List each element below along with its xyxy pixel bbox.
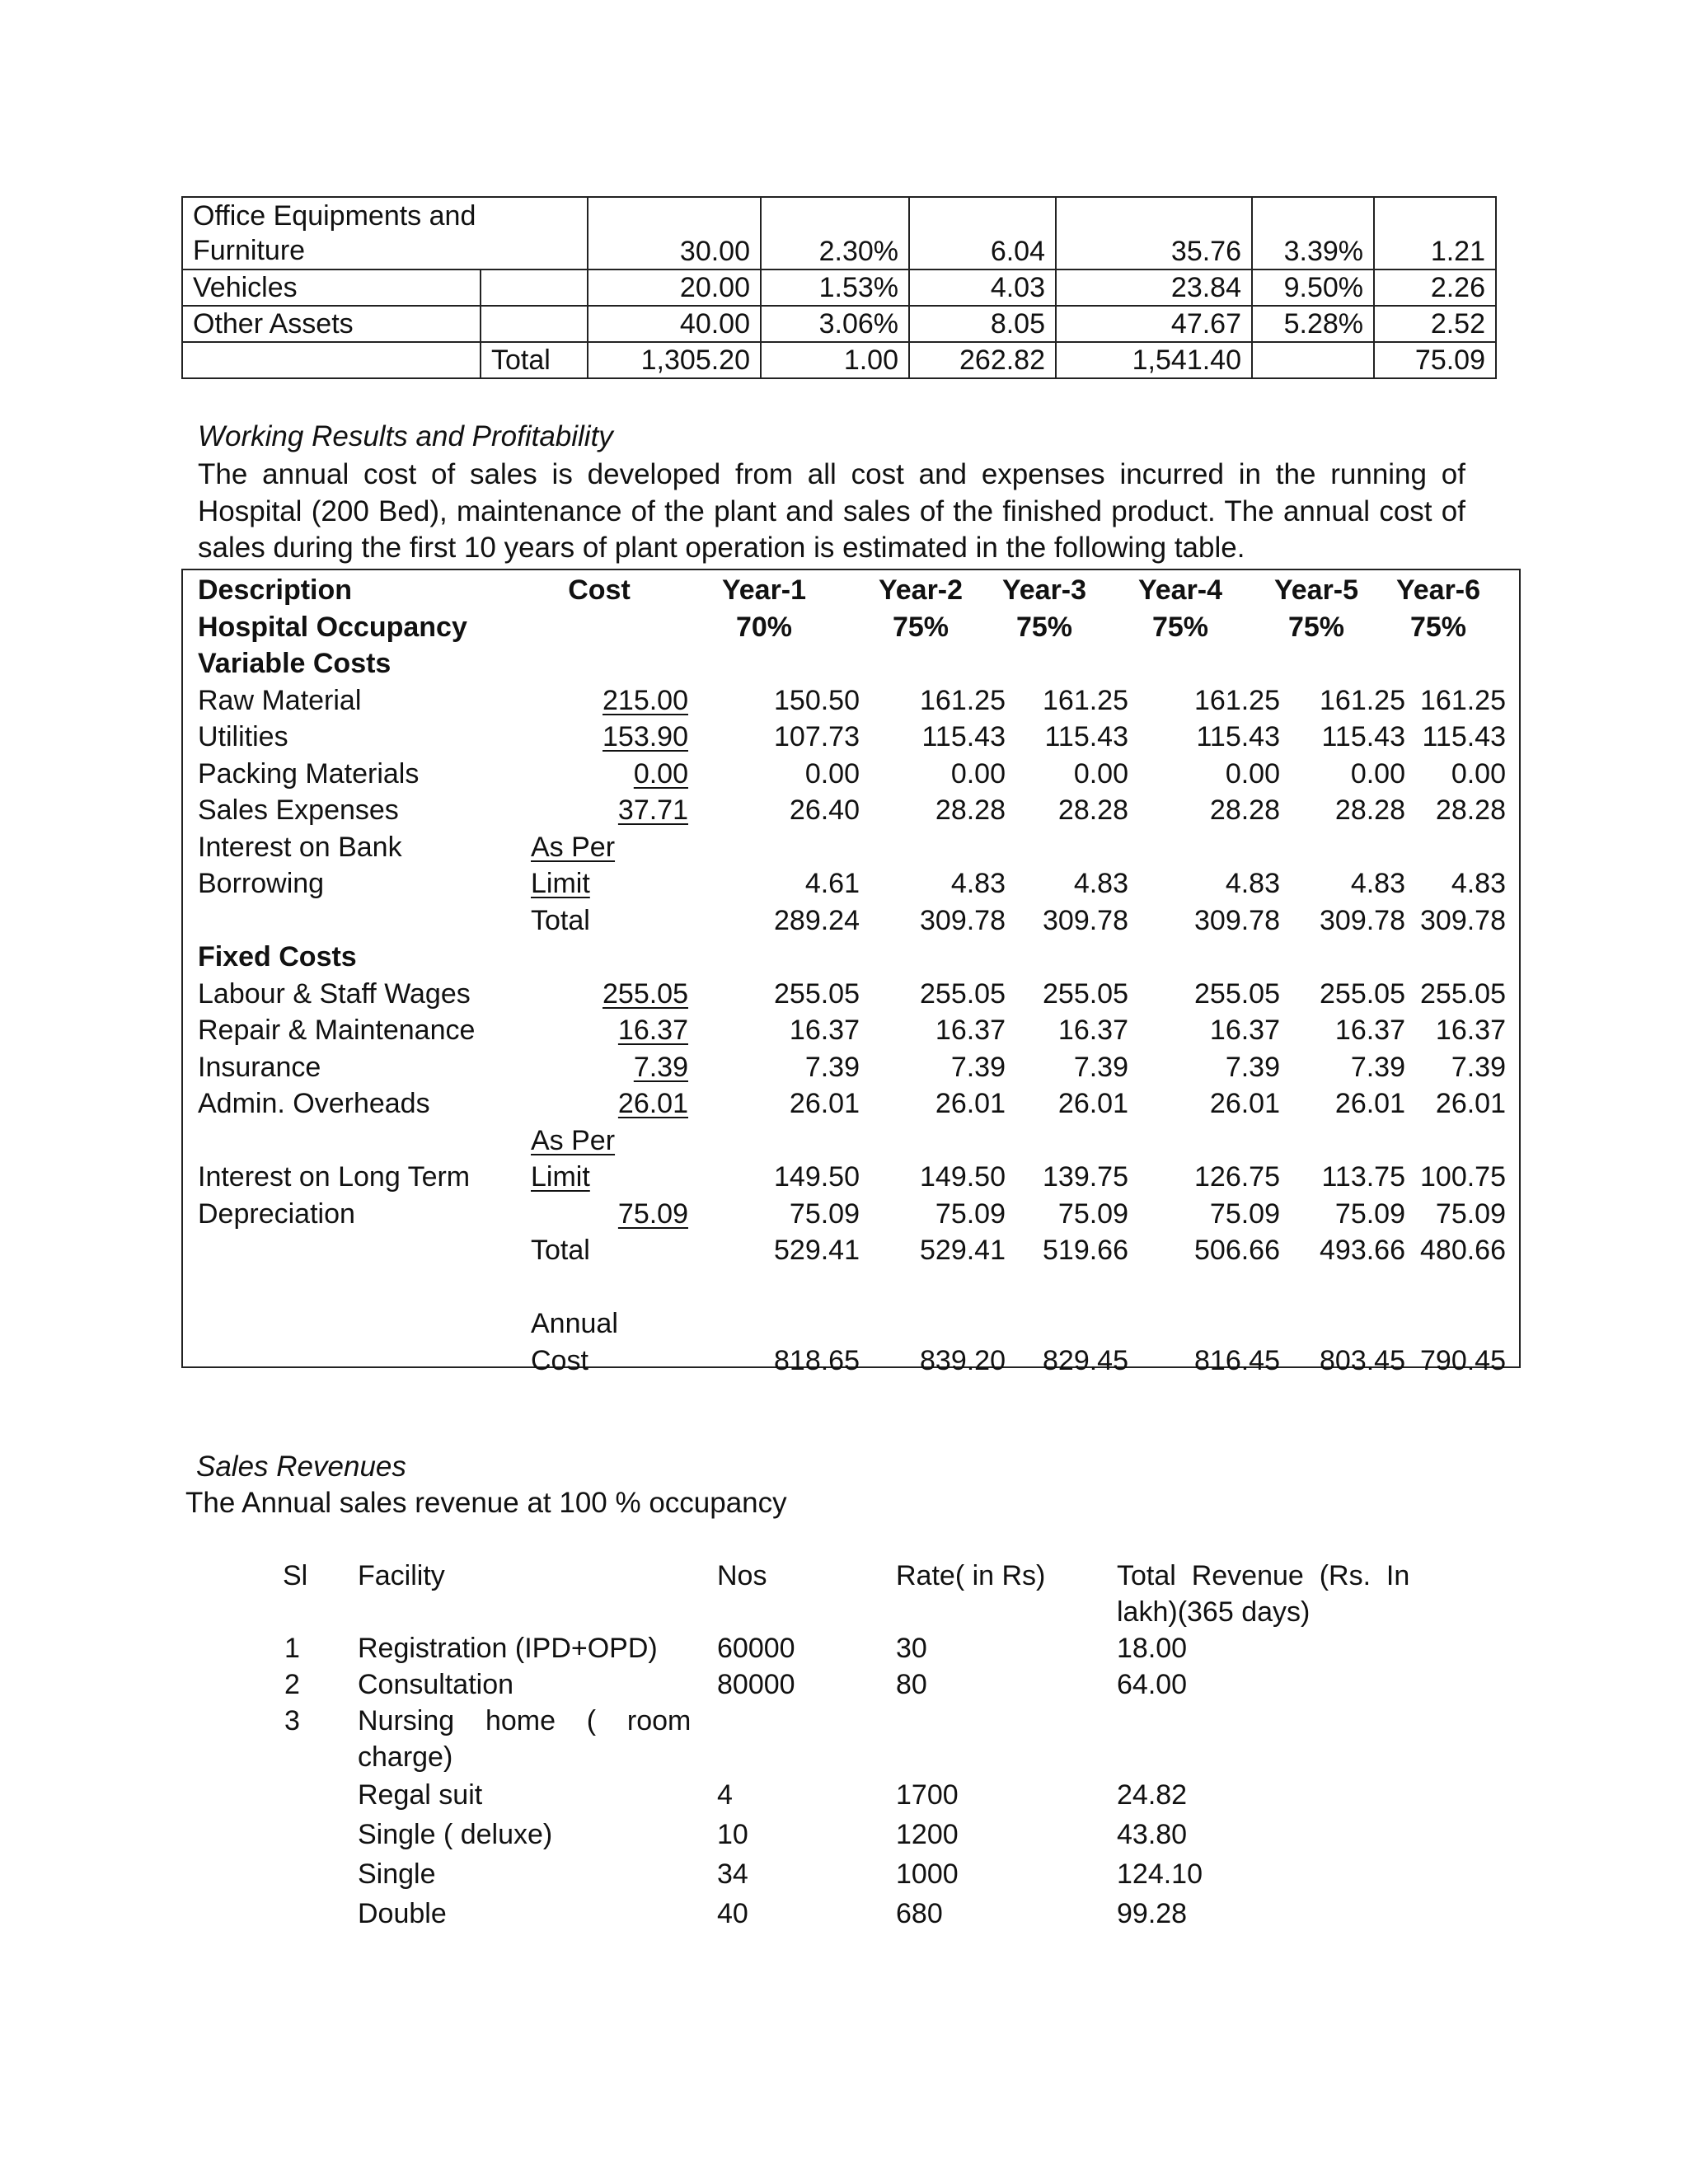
variable-costs-heading: Variable Costs: [198, 648, 392, 679]
year-value: 161.25: [1194, 684, 1280, 716]
year-value: 480.66: [1420, 1235, 1506, 1266]
year-value: 26.01: [935, 1088, 1006, 1119]
asset-cost: 40.00: [588, 306, 761, 342]
asset-rate: 2.30%: [761, 197, 909, 269]
row-cost: 37.71: [617, 794, 688, 826]
year-value: 115.43: [1321, 721, 1405, 752]
row-nos: 40: [717, 1898, 748, 1929]
row-rate: 30: [896, 1633, 927, 1664]
year-value: 7.39: [1225, 1051, 1280, 1083]
asset-cost: 1,305.20: [588, 342, 761, 378]
header-total-revenue: lakh)(365 days): [1117, 1596, 1311, 1628]
asset-label: [182, 342, 481, 378]
row-total: 99.28: [1117, 1898, 1188, 1929]
row-facility: Nursing home ( room: [358, 1705, 692, 1736]
year-value: 16.37: [1435, 1015, 1506, 1046]
asset-depreciation-table: [181, 196, 1497, 379]
header-year1: Year-1: [721, 574, 807, 606]
row-label: Admin. Overheads: [198, 1088, 430, 1119]
year-value: 493.66: [1320, 1235, 1405, 1266]
row-total: 18.00: [1117, 1633, 1188, 1664]
row-facility: Double: [358, 1898, 447, 1929]
row-rate: 1700: [896, 1779, 959, 1811]
table-row: [183, 1049, 1519, 1086]
asset-value: 35.76: [1056, 197, 1252, 269]
asset-dep2: 75.09: [1374, 342, 1496, 378]
asset-rate: 1.53%: [761, 269, 909, 306]
row-cost: 255.05: [603, 977, 688, 1010]
row-label: Insurance: [198, 1051, 321, 1083]
year-value: 4.61: [804, 868, 860, 899]
year-value: 0.00: [804, 757, 860, 790]
occupancy-value: 75%: [1409, 611, 1467, 643]
year-value: 7.39: [804, 1051, 860, 1083]
year-value: 255.05: [920, 977, 1006, 1010]
occupancy-row: [183, 609, 1519, 646]
row-cost: 26.01: [617, 1088, 688, 1119]
year-value: 309.78: [920, 904, 1006, 936]
year-value: 309.78: [1043, 904, 1128, 936]
row-cost: 215.00: [603, 684, 688, 716]
row-label: Utilities: [198, 721, 288, 752]
year-value: 115.43: [1044, 721, 1128, 752]
total-label: Total: [531, 904, 590, 936]
asset-rate2: 9.50%: [1252, 269, 1374, 306]
year-value: 839.20: [920, 1344, 1006, 1376]
year-value: 28.28: [1334, 794, 1405, 826]
asset-rate2: 5.28%: [1252, 306, 1374, 342]
fixed-total-row: [183, 1232, 1519, 1269]
cost-of-sales-table: [181, 569, 1521, 1376]
year-value: 16.37: [1057, 1015, 1128, 1046]
year-value: 309.78: [1420, 904, 1506, 936]
row-cost-note: As Per: [531, 831, 616, 863]
asset-rate: 1.00: [761, 342, 909, 378]
row-cost: 153.90: [603, 721, 688, 752]
year-value: 289.24: [774, 904, 860, 936]
year-value: 28.28: [1209, 794, 1280, 826]
occupancy-value: 70%: [735, 611, 793, 643]
row-total: 24.82: [1117, 1779, 1188, 1811]
year-value: 0.00: [1350, 757, 1405, 790]
table-row: [182, 306, 1496, 342]
year-value: 75.09: [1334, 1197, 1405, 1230]
year-value: 28.28: [935, 794, 1006, 826]
row-cost: 16.37: [617, 1015, 688, 1046]
year-value: 115.43: [921, 721, 1006, 752]
annual-cost-label: Annual: [531, 1308, 618, 1339]
year-value: 7.39: [950, 1051, 1006, 1083]
row-nos: 10: [717, 1819, 748, 1850]
table-row: [183, 1122, 1519, 1160]
table-row: [183, 829, 1519, 866]
year-value: 161.25: [1043, 684, 1128, 716]
year-value: 829.45: [1043, 1344, 1128, 1376]
year-value: 0.00: [1225, 757, 1280, 790]
row-cost-note: Limit: [531, 868, 590, 899]
row-rate: 1200: [896, 1819, 959, 1850]
row-facility: Registration (IPD+OPD): [358, 1633, 658, 1664]
asset-sub: [481, 306, 588, 342]
asset-dep2: 2.52: [1374, 306, 1496, 342]
year-value: 75.09: [1057, 1197, 1128, 1230]
year-value: 149.50: [774, 1161, 860, 1193]
annual-cost-row: [183, 1343, 1519, 1380]
table-row: [183, 1012, 1519, 1049]
year-value: 26.01: [1209, 1088, 1280, 1119]
year-value: 519.66: [1043, 1235, 1128, 1266]
occupancy-value: 75%: [1151, 611, 1209, 643]
header-facility: Facility: [358, 1560, 445, 1591]
header-total-revenue: Total Revenue (Rs. In: [1117, 1560, 1410, 1591]
year-value: 4.83: [1451, 868, 1506, 899]
table-row: [183, 1159, 1519, 1196]
fixed-costs-heading: Fixed Costs: [198, 941, 357, 972]
header-year2: Year-2: [878, 574, 964, 606]
total-label: Total: [531, 1235, 590, 1266]
table-row: [183, 792, 1519, 829]
year-value: 4.83: [1350, 868, 1405, 899]
row-label: Labour & Staff Wages: [198, 977, 471, 1010]
table-row: [183, 976, 1519, 1013]
year-value: 139.75: [1043, 1161, 1128, 1193]
year-value: 28.28: [1057, 794, 1128, 826]
year-value: 16.37: [1334, 1015, 1405, 1046]
row-nos: 80000: [717, 1669, 795, 1700]
row-label: Borrowing: [198, 868, 325, 899]
table-row: [182, 269, 1496, 306]
variable-costs-heading-row: [183, 645, 1519, 682]
asset-total-label: Total: [481, 342, 588, 378]
row-sl: 1: [284, 1633, 300, 1664]
row-cost: 0.00: [633, 757, 688, 790]
row-facility: Regal suit: [358, 1779, 483, 1811]
year-value: 255.05: [1043, 977, 1128, 1010]
asset-cost: 30.00: [588, 197, 761, 269]
table-row: [183, 1085, 1519, 1122]
table-row: [183, 756, 1519, 793]
year-value: 16.37: [789, 1015, 860, 1046]
row-cost-note: Limit: [531, 1161, 590, 1193]
year-value: 255.05: [1420, 977, 1506, 1010]
year-value: 100.75: [1420, 1161, 1506, 1193]
row-sl: 3: [284, 1705, 300, 1736]
sales-revenues-subheading: The Annual sales revenue at 100 % occupancy: [185, 1487, 787, 1519]
row-facility: Single: [358, 1858, 436, 1890]
row-facility: charge): [358, 1741, 453, 1773]
year-value: 16.37: [1209, 1015, 1280, 1046]
row-label: Interest on Bank: [198, 831, 402, 863]
asset-rate2: [1252, 342, 1374, 378]
asset-value: 23.84: [1056, 269, 1252, 306]
asset-rate: 3.06%: [761, 306, 909, 342]
table-row: [183, 865, 1519, 902]
asset-label: Office Equipments and Furniture: [182, 197, 588, 269]
year-value: 26.01: [1057, 1088, 1128, 1119]
row-rate: 1000: [896, 1858, 959, 1890]
row-label: Repair & Maintenance: [198, 1015, 476, 1046]
asset-cost: 20.00: [588, 269, 761, 306]
table-row: [182, 197, 1496, 269]
year-value: 309.78: [1194, 904, 1280, 936]
asset-value: 47.67: [1056, 306, 1252, 342]
table-row: [182, 342, 1496, 378]
year-value: 803.45: [1320, 1344, 1405, 1376]
year-value: 26.01: [1334, 1088, 1405, 1119]
row-label: Depreciation: [198, 1197, 355, 1230]
year-value: 126.75: [1194, 1161, 1280, 1193]
year-value: 75.09: [1209, 1197, 1280, 1230]
year-value: 4.83: [1073, 868, 1128, 899]
asset-label: Vehicles: [182, 269, 481, 306]
asset-dep: 6.04: [909, 197, 1056, 269]
table-row: [183, 1196, 1519, 1233]
table-row: [183, 719, 1519, 756]
year-value: 16.37: [935, 1015, 1006, 1046]
year-value: 161.25: [1320, 684, 1405, 716]
asset-rate2: 3.39%: [1252, 197, 1374, 269]
row-rate: 80: [896, 1669, 927, 1700]
working-results-paragraph: The annual cost of sales is developed from all cost and expenses incurred in the running of Hospital (200 Bed), maintenance of the plant and sales of the finished product. The annual cost of sales during the first 10 years of plant operation is estimated in the following table.: [198, 458, 1465, 564]
year-value: 309.78: [1320, 904, 1405, 936]
working-results-heading: Working Results and Profitability: [198, 420, 613, 452]
year-value: 7.39: [1350, 1051, 1405, 1083]
row-facility: Consultation: [358, 1669, 514, 1700]
occupancy-value: 75%: [892, 611, 950, 643]
year-value: 4.83: [1225, 868, 1280, 899]
year-value: 113.75: [1321, 1161, 1405, 1193]
header-nos: Nos: [717, 1560, 767, 1591]
year-value: 529.41: [774, 1235, 860, 1266]
variable-total-row: [183, 902, 1519, 940]
year-value: 75.09: [935, 1197, 1006, 1230]
row-cost: 75.09: [617, 1197, 688, 1230]
year-value: 7.39: [1451, 1051, 1506, 1083]
year-value: 161.25: [1420, 684, 1506, 716]
occupancy-value: 75%: [1015, 611, 1073, 643]
year-value: 150.50: [774, 684, 860, 716]
header-cost: Cost: [568, 574, 631, 606]
header-sl: Sl: [283, 1560, 308, 1591]
row-nos: 4: [717, 1779, 733, 1811]
year-value: 26.01: [789, 1088, 860, 1119]
row-rate: 680: [896, 1898, 943, 1929]
row-sl: 2: [284, 1669, 300, 1700]
asset-sub: [481, 269, 588, 306]
header-year5: Year-5: [1273, 574, 1359, 606]
year-value: 115.43: [1422, 721, 1506, 752]
year-value: 75.09: [1435, 1197, 1506, 1230]
header-description: Description: [198, 574, 353, 606]
row-label: Interest on Long Term: [198, 1161, 471, 1193]
row-facility: Single ( deluxe): [358, 1819, 553, 1850]
row-label: Raw Material: [198, 684, 362, 716]
year-value: 7.39: [1073, 1051, 1128, 1083]
row-label: Sales Expenses: [198, 794, 399, 826]
sales-revenues-heading: Sales Revenues: [196, 1451, 406, 1483]
header-year4: Year-4: [1137, 574, 1223, 606]
row-total: 124.10: [1117, 1858, 1203, 1890]
header-rate: Rate( in Rs): [896, 1560, 1046, 1591]
table-row: [183, 682, 1519, 719]
year-value: 255.05: [1194, 977, 1280, 1010]
asset-dep2: 2.26: [1374, 269, 1496, 306]
year-value: 816.45: [1194, 1344, 1280, 1376]
asset-dep: 4.03: [909, 269, 1056, 306]
year-value: 529.41: [920, 1235, 1006, 1266]
year-value: 26.01: [1435, 1088, 1506, 1119]
asset-dep: 262.82: [909, 342, 1056, 378]
row-total: 64.00: [1117, 1669, 1188, 1700]
year-value: 28.28: [1435, 794, 1506, 826]
header-year6: Year-6: [1395, 574, 1481, 606]
year-value: 255.05: [774, 977, 860, 1010]
row-label: Packing Materials: [198, 757, 420, 790]
year-value: 790.45: [1420, 1344, 1506, 1376]
row-cost: 7.39: [633, 1051, 688, 1083]
year-value: 75.09: [789, 1197, 860, 1230]
asset-dep2: 1.21: [1374, 197, 1496, 269]
year-value: 26.40: [789, 794, 860, 826]
row-nos: 34: [717, 1858, 748, 1890]
year-value: 506.66: [1194, 1235, 1280, 1266]
annual-cost-label: Cost: [531, 1344, 588, 1376]
year-value: 0.00: [1073, 757, 1128, 790]
header-year3: Year-3: [1001, 574, 1087, 606]
asset-label: Other Assets: [182, 306, 481, 342]
year-value: 107.73: [774, 721, 860, 752]
row-cost-note: As Per: [531, 1124, 616, 1156]
year-value: 161.25: [920, 684, 1006, 716]
year-value: 0.00: [1451, 757, 1506, 790]
year-value: 149.50: [920, 1161, 1006, 1193]
asset-dep: 8.05: [909, 306, 1056, 342]
year-value: 115.43: [1196, 721, 1280, 752]
table-header-row: [183, 572, 1519, 609]
row-total: 43.80: [1117, 1819, 1188, 1850]
asset-value: 1,541.40: [1056, 342, 1252, 378]
annual-cost-row: [183, 1305, 1519, 1343]
year-value: 4.83: [950, 868, 1006, 899]
row-nos: 60000: [717, 1633, 795, 1664]
year-value: 818.65: [774, 1344, 860, 1376]
year-value: 0.00: [950, 757, 1006, 790]
occupancy-value: 75%: [1287, 611, 1345, 643]
occupancy-label: Hospital Occupancy: [198, 611, 467, 643]
fixed-costs-heading-row: [183, 939, 1519, 976]
year-value: 255.05: [1320, 977, 1405, 1010]
